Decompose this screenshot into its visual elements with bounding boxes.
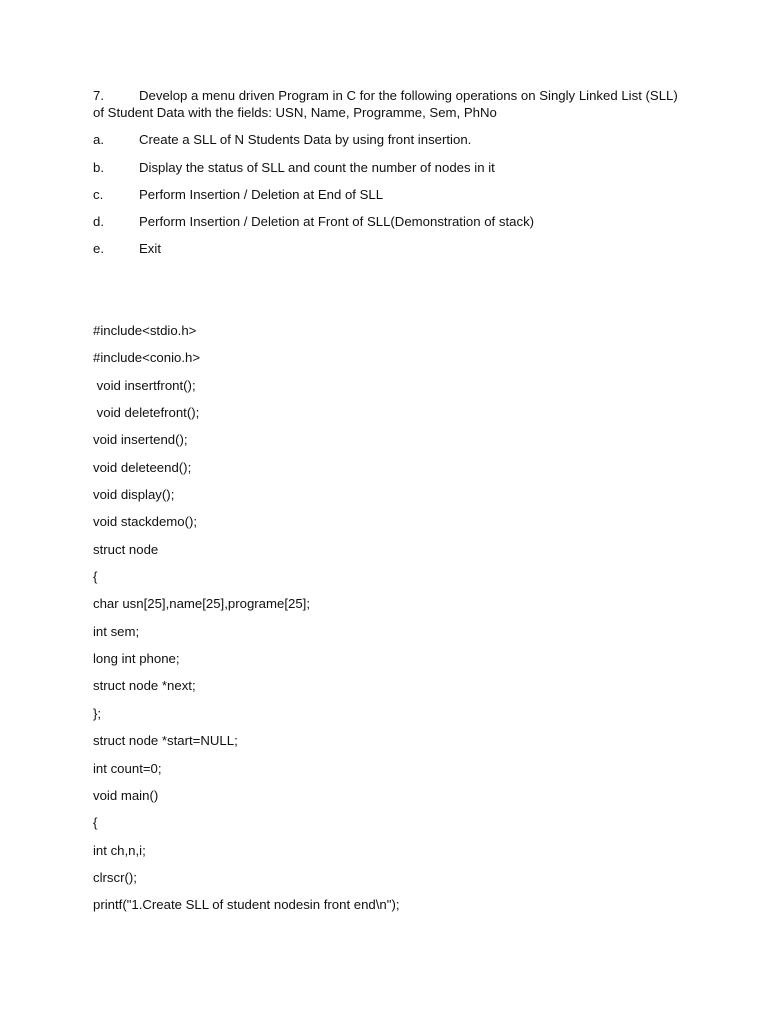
code-line: struct node *start=NULL; xyxy=(93,733,238,749)
code-line: void display(); xyxy=(93,487,175,503)
code-line: int count=0; xyxy=(93,760,162,776)
code-listing xyxy=(93,322,713,924)
code-line: char usn[25],name[25],programe[25]; xyxy=(93,596,310,612)
code-line: void main() xyxy=(93,787,159,803)
code-line: #include<stdio.h> xyxy=(93,323,197,338)
option-label: a. xyxy=(93,132,104,148)
code-line: #include<conio.h> xyxy=(93,350,201,366)
option-text: Perform Insertion / Deletion at End of SLL xyxy=(139,186,384,202)
code-line: void deletefront(); xyxy=(93,405,200,421)
option-a xyxy=(93,121,693,148)
code-line: printf("1.Create SLL of student nodesin front end\n"); xyxy=(93,897,400,913)
question-text-line-1: Develop a menu driven Program in C for the following operations on Singly Linked List (SLL) xyxy=(139,88,678,103)
option-c xyxy=(93,176,693,203)
option-text: Create a SLL of N Students Data by using front insertion. xyxy=(139,132,472,148)
code-line: { xyxy=(93,569,98,585)
option-text: Exit xyxy=(139,241,161,257)
option-text: Display the status of SLL and count the number of nodes in it xyxy=(139,159,495,175)
code-line: int ch,n,i; xyxy=(93,842,146,858)
code-line: struct node *next; xyxy=(93,678,196,694)
code-line: }; xyxy=(93,705,102,721)
code-line: void insertfront(); xyxy=(93,377,196,393)
code-line: clrscr(); xyxy=(93,869,137,885)
option-text: Perform Insertion / Deletion at Front of SLL(Demonstration of stack) xyxy=(139,214,535,230)
code-line: void stackdemo(); xyxy=(93,514,198,530)
option-label: e. xyxy=(93,241,104,257)
option-label: d. xyxy=(93,214,104,230)
option-e xyxy=(93,230,693,257)
option-d xyxy=(93,203,693,230)
code-line: { xyxy=(93,815,98,831)
question-text-line-2: of Student Data with the fields: USN, Name, Programme, Sem, PhNo xyxy=(93,105,497,120)
code-line: long int phone; xyxy=(93,651,180,667)
code-line: void insertend(); xyxy=(93,432,188,448)
option-label: c. xyxy=(93,186,104,202)
code-line: struct node xyxy=(93,541,159,557)
question-number: 7. xyxy=(93,88,104,103)
option-label: b. xyxy=(93,159,104,175)
code-line: void deleteend(); xyxy=(93,459,192,475)
question-block xyxy=(93,87,693,257)
code-line: int sem; xyxy=(93,623,140,639)
option-b xyxy=(93,148,693,175)
question-heading xyxy=(93,87,693,121)
